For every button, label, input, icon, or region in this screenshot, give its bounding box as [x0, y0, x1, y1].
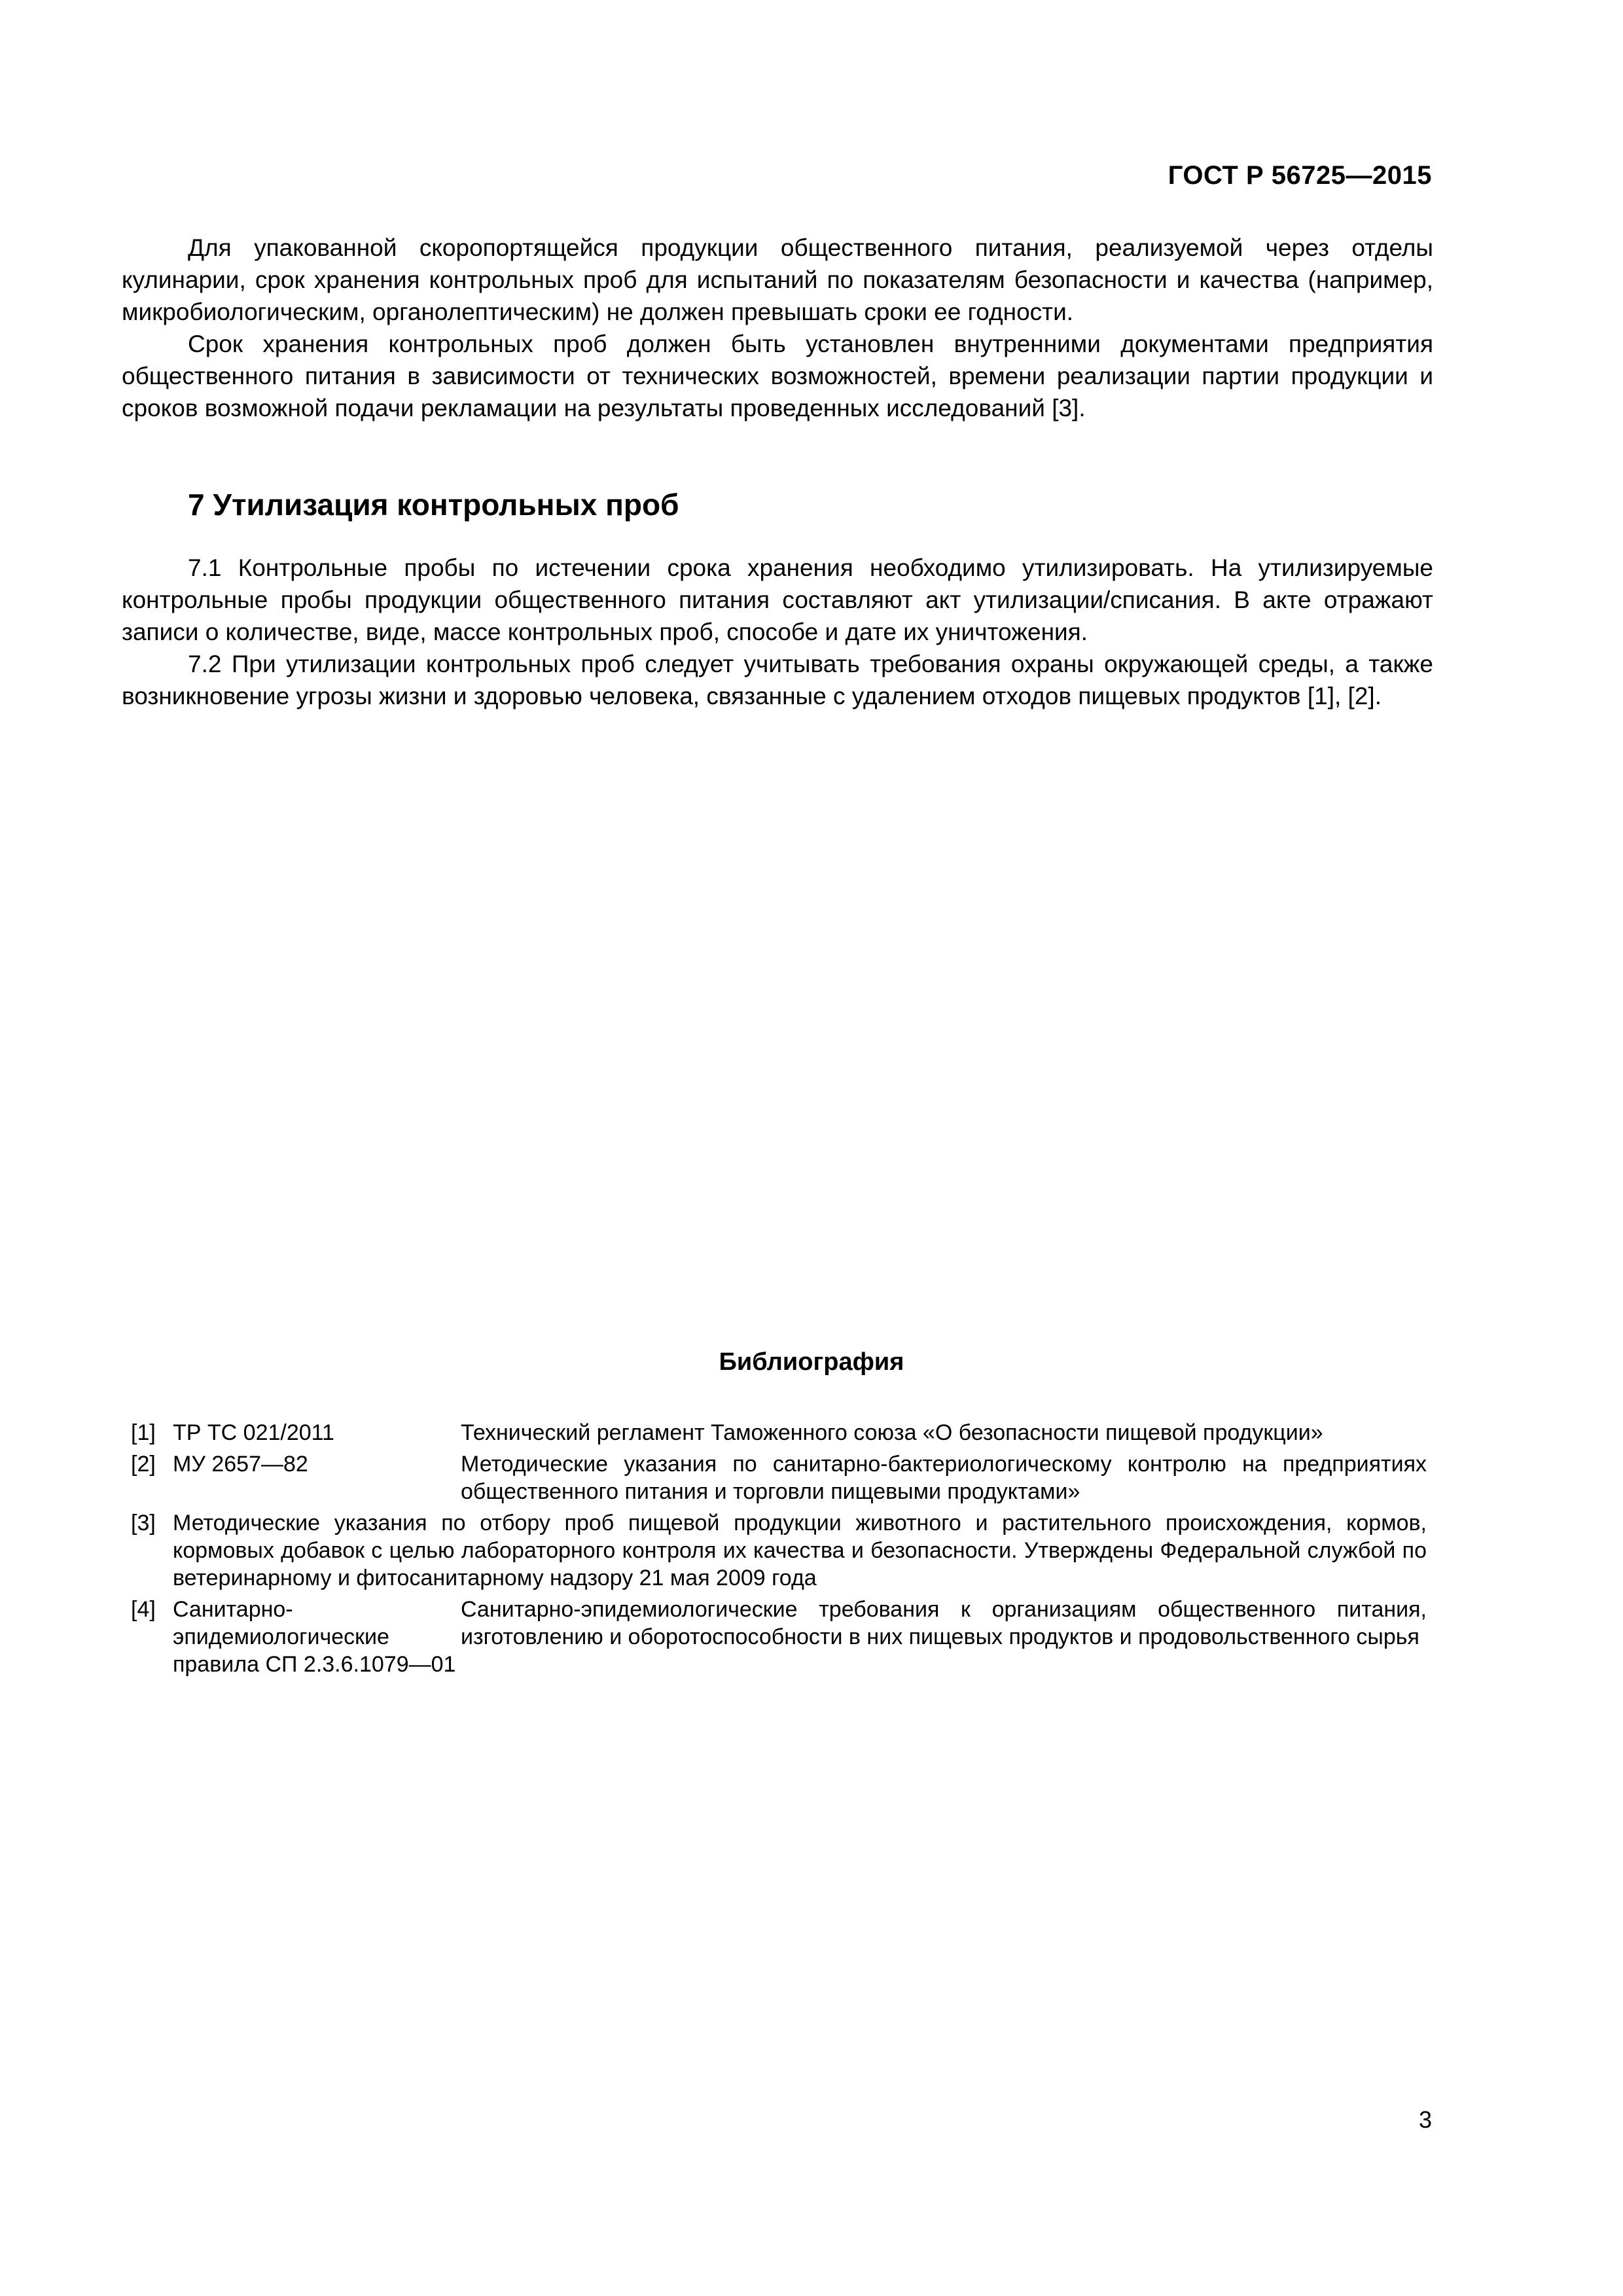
entry-description: Методические указания по отбору проб пищевой продукции животного и растительного происхождения, кормов, кормовых добавок с целью лабораторного контроля их качества и безопасности. Утверждены Федеральной службой по ветеринарному и фитосанитарному надзору 21 мая 2009 года [173, 1511, 1427, 1590]
section-body [122, 552, 1433, 712]
bibliography-title: Библиография [719, 1348, 904, 1376]
intro-text [122, 232, 1433, 424]
paragraph: Срок хранения контрольных проб должен быть установлен внутренними документами предприятия общественного питания в зависимости от технических возможностей, времени реализации партии продукции и сроков возможной подачи рекламации на результаты проведенных исследований [3]. [122, 331, 1433, 422]
entry-description: Технический регламент Таможенного союза «О безопасности пищевой продукции» [461, 1420, 1323, 1445]
standard-code: ГОСТ Р 56725—2015 [1168, 161, 1432, 190]
entry-number: [1] [131, 1420, 156, 1445]
bibliography-entry [131, 1446, 1427, 1505]
paragraph: Для упакованной скоропортящейся продукции общественного питания, реализуемой через отделы кулинарии, срок хранения контрольных проб для испытаний по показателям безопасности и качества (например, микробиологическим, органолептическим) не должен превышать сроки ее годности. [122, 234, 1433, 325]
entry-source: Санитарно-эпидемиологические правила СП 2.3.6.1079—01 [173, 1597, 456, 1677]
entry-number: [2] [131, 1452, 156, 1477]
entry-source: МУ 2657—82 [173, 1452, 308, 1477]
section-title: 7 Утилизация контрольных проб [188, 488, 679, 522]
entry-description: Методические указания по санитарно-бактериологическому контролю на предприятиях общественного питания и торговли пищевыми продуктами» [461, 1452, 1427, 1504]
paragraph: 7.2 При утилизации контрольных проб следует учитывать требования охраны окружающей среды, а также возникновение угрозы жизни и здоровью человека, связанные с удалением отходов пищевых продуктов [1], [2]. [122, 651, 1433, 709]
bibliography-entry [131, 1505, 1427, 1592]
entry-description: Санитарно-эпидемиологические требования к организациям общественного питания, изготовлению и оборотоспособности в них пищевых продуктов и продовольственного сырья [461, 1597, 1427, 1649]
page-number: 3 [1418, 2106, 1432, 2133]
bibliography-list [131, 1419, 1427, 1678]
paragraph: 7.1 Контрольные пробы по истечении срока хранения необходимо утилизировать. На утилизируемые контрольные пробы продукции общественного питания составляют акт утилизации/списания. В акте отражают записи о количестве, виде, массе контрольных проб, способе и дате их уничтожения. [122, 554, 1433, 645]
entry-number: [3] [131, 1511, 156, 1535]
bibliography-entry [131, 1419, 1427, 1446]
entry-source: ТР ТС 021/2011 [173, 1420, 334, 1445]
bibliography-entry [131, 1592, 1427, 1678]
entry-number: [4] [131, 1597, 156, 1622]
